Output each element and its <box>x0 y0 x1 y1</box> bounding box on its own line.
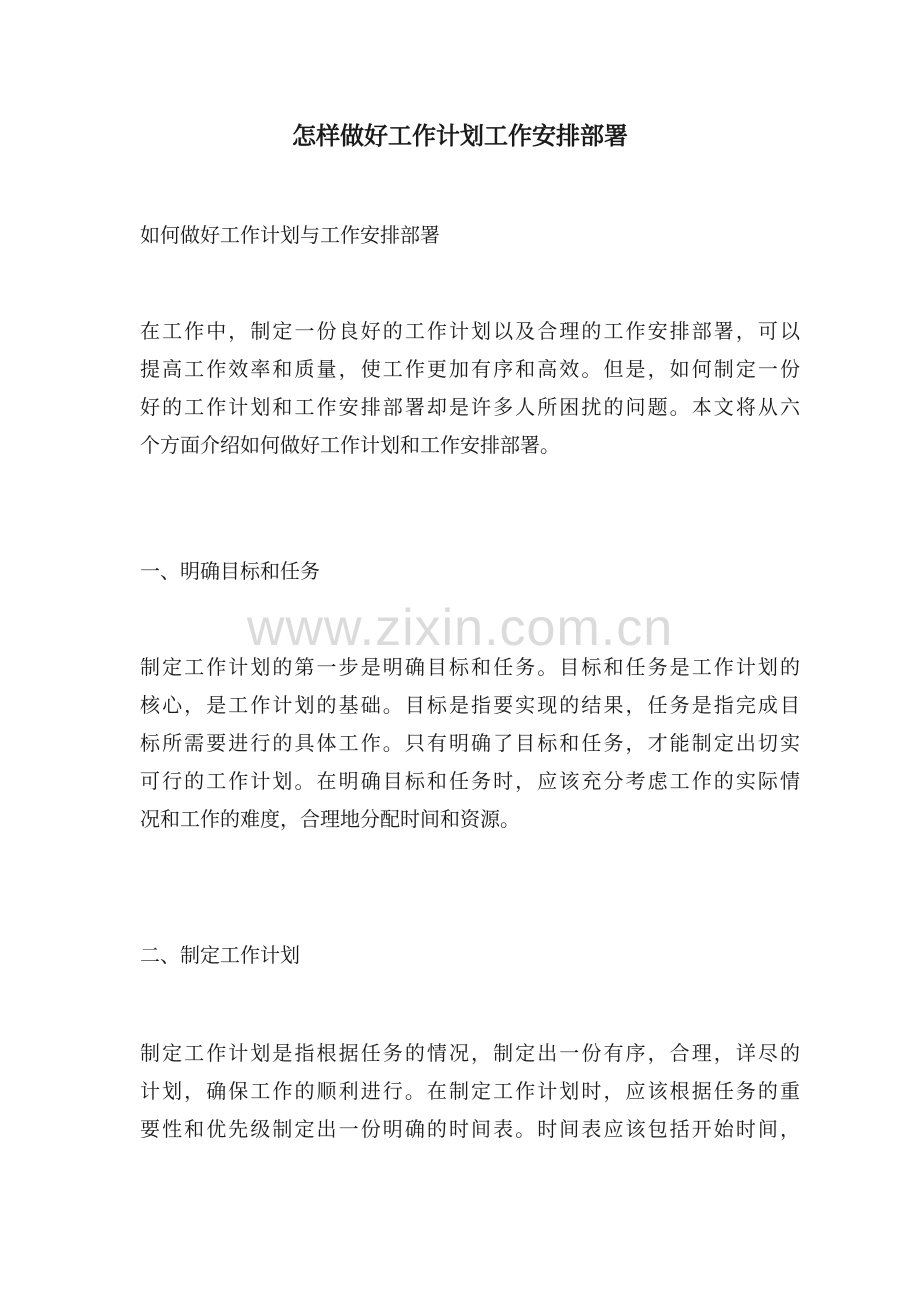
intro-line: 在工作中，制定一份良好的工作计划以及合理的工作安排部署，可以 <box>140 319 800 343</box>
section-2-heading: 二、制定工作计划 <box>140 943 300 967</box>
document-title: 怎样做好工作计划工作安排部署 <box>292 121 628 150</box>
intro-line: 提高工作效率和质量，使工作更加有序和高效。但是，如何制定一份 <box>140 357 800 381</box>
section-2-paragraph <box>140 1034 800 1148</box>
section-1-line: 可行的工作计划。在明确目标和任务时，应该充分考虑工作的实际情 <box>140 769 800 793</box>
section-2-line: 计划，确保工作的顺利进行。在制定工作计划时，应该根据任务的重 <box>140 1079 800 1103</box>
section-1-line: 核心，是工作计划的基础。目标是指要实现的结果，任务是指完成目 <box>140 693 800 717</box>
intro-line: 好的工作计划和工作安排部署却是许多人所困扰的问题。本文将从六 <box>140 395 800 419</box>
section-2-line: 制定工作计划是指根据任务的情况，制定出一份有序，合理，详尽的 <box>140 1041 800 1065</box>
section-2-line: 要性和优先级制定出一份明确的时间表。时间表应该包括开始时间， <box>140 1117 800 1141</box>
watermark-text: www.zixin.com.cn <box>246 599 674 657</box>
section-1-line: 况和工作的难度，合理地分配时间和资源。 <box>140 807 520 831</box>
intro-line: 个方面介绍如何做好工作计划和工作安排部署。 <box>140 433 560 457</box>
section-1-heading: 一、明确目标和任务 <box>140 559 320 583</box>
document-subtitle: 如何做好工作计划与工作安排部署 <box>140 223 440 247</box>
intro-paragraph <box>140 312 800 464</box>
section-1-line: 标所需要进行的具体工作。只有明确了目标和任务，才能制定出切实 <box>140 731 800 755</box>
section-1-line: 制定工作计划的第一步是明确目标和任务。目标和任务是工作计划的 <box>140 655 800 679</box>
section-1-paragraph <box>140 648 800 838</box>
